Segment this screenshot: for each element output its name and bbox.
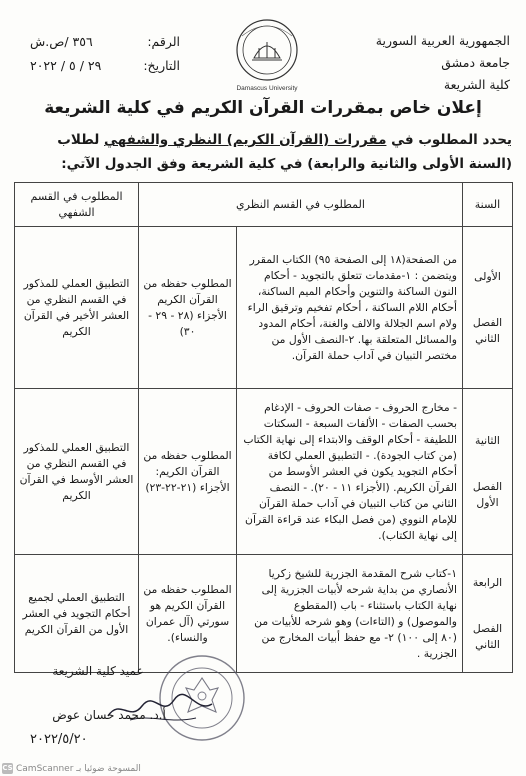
table-header-row [15,183,513,227]
dean-name: أ.د. محمد حسان عوض [52,708,166,722]
scanner-watermark [2,763,141,774]
memorize-text: المطلوب حفظه من القرآن الكريم الأجزاء (٢٨ - ٢٩ - ٣٠) [139,227,237,389]
announcement-title: إعلان خاص بمقررات القرآن الكريم في كلية الشريعة [44,98,482,118]
semester-label: الفصل [472,315,503,329]
dean-title: عميد كلية الشريعة [52,664,144,678]
semester-value: الأول [476,495,499,509]
intro-part3: لطلاب (السنة الأولى والثانية والرابعة) في كلية الشريعة وفق الجدول الآتي: [57,132,512,172]
year-cell [463,227,513,389]
year-label: الرابعة [472,575,503,589]
year-label: الأولى [474,269,501,283]
ref-label: الرقم: [147,34,180,49]
signature-date: ٢٠٢٢/٥/٢٠ [30,732,88,747]
semester-label: الفصل [472,621,503,635]
institution-header [370,30,510,96]
theory-text: ١-كتاب شرح المقدمة الجزرية للشيخ زكريا الأنصاري من بداية شرحه لأبيات الجزرية إلى نهاية الكتاب باستثناء - باب (المقطوع والموصول) و (التاءات) وهو شرحه للأبيات من (٨٠ إلى ١٠٠) ٢- مع حفظ أبيات المخارج من الجزرية . [237,555,463,673]
oral-text: التطبيق العملي لجميع أحكام التجويد في العشر الأول من القرآن الكريم [15,555,139,673]
ref-value: ٣٥٦ /ص.ش [30,34,93,49]
university-logo [232,14,302,94]
date-label: التاريخ: [143,58,180,73]
table-row [15,227,513,389]
header-year: السنة [463,183,513,227]
table-row [15,555,513,673]
semester-label: الفصل [472,479,503,493]
logo-caption: Damascus University [236,85,298,92]
table-row [15,389,513,555]
date-value: ٢٩ / ٥ / ٢٠٢٢ [30,58,102,73]
year-label: الثانية [475,433,500,447]
semester-value: الثاني [475,637,500,651]
republic-name: الجمهورية العربية السورية [375,33,510,48]
theory-text: من الصفحة(١٨ إلى الصفحة ٩٥) الكتاب المقرر ويتضمن : ١-مقدمات تتعلق بالتجويد - أحكام النون الساكنة والتنوين وأحكام الميم الساكنة، أحكام اللام الساكنة ، أحكام تفخيم وترقيق الراء ولام اسم الجلالة والالف والغنة، أحكام المدود والمسائل المتعلقة بها. ٢-النصف الأول من مختصر التبيان في آداب حملة القرآن. [237,227,463,389]
curriculum-table [14,182,513,673]
announcement-intro [14,128,512,176]
scanner-text: CamScanner المسوحة ضوئيا بـ [16,763,141,774]
year-cell [463,389,513,555]
year-cell [463,555,513,673]
oral-text: التطبيق العملي للمذكور في القسم النظري من العشر الأخير في القرآن الكريم [15,227,139,389]
header-theory: المطلوب في القسم النظري [139,183,463,227]
oral-text: التطبيق العملي للمذكور في القسم النظري من العشر الأوسط في القرآن الكريم [15,389,139,555]
reference-block [30,30,180,78]
memorize-text: المطلوب حفظه من القرآن الكريم هو سورتي (آل عمران والنساء). [139,555,237,673]
semester-value: الثاني [475,331,500,345]
university-name: جامعة دمشق [441,55,510,70]
theory-text: - مخارج الحروف - صفات الحروف - الإدغام بحسب الصفات - الألفات السبعة - السكتات اللطيفة - أحكام الوقف والابتداء إلى نهاية الكتاب (من كتاب الجودة). - التطبيق العملي لكافة أحكام التجويد يكون في العشر الأوسط من القرآن الكريم. (الأجزاء ١١ - ٢٠). - النصف الثاني من كتاب التبيان في آداب حملة القرآن للإمام النووي (من فصل البكاء عند قراءة القرآن إلى نهاية الكتاب). [237,389,463,555]
camscanner-icon: CS [2,764,13,772]
header-oral: المطلوب في القسم الشفهي [15,183,139,227]
intro-part1: يحدد المطلوب في [386,132,512,148]
memorize-text: المطلوب حفظه من القرآن الكريم: الأجزاء (٢١-٢٢-٢٣) [139,389,237,555]
faculty-name: كلية الشريعة [443,77,510,92]
intro-part2: مقررات (القرآن الكريم) النظري والشفهي [104,132,387,148]
